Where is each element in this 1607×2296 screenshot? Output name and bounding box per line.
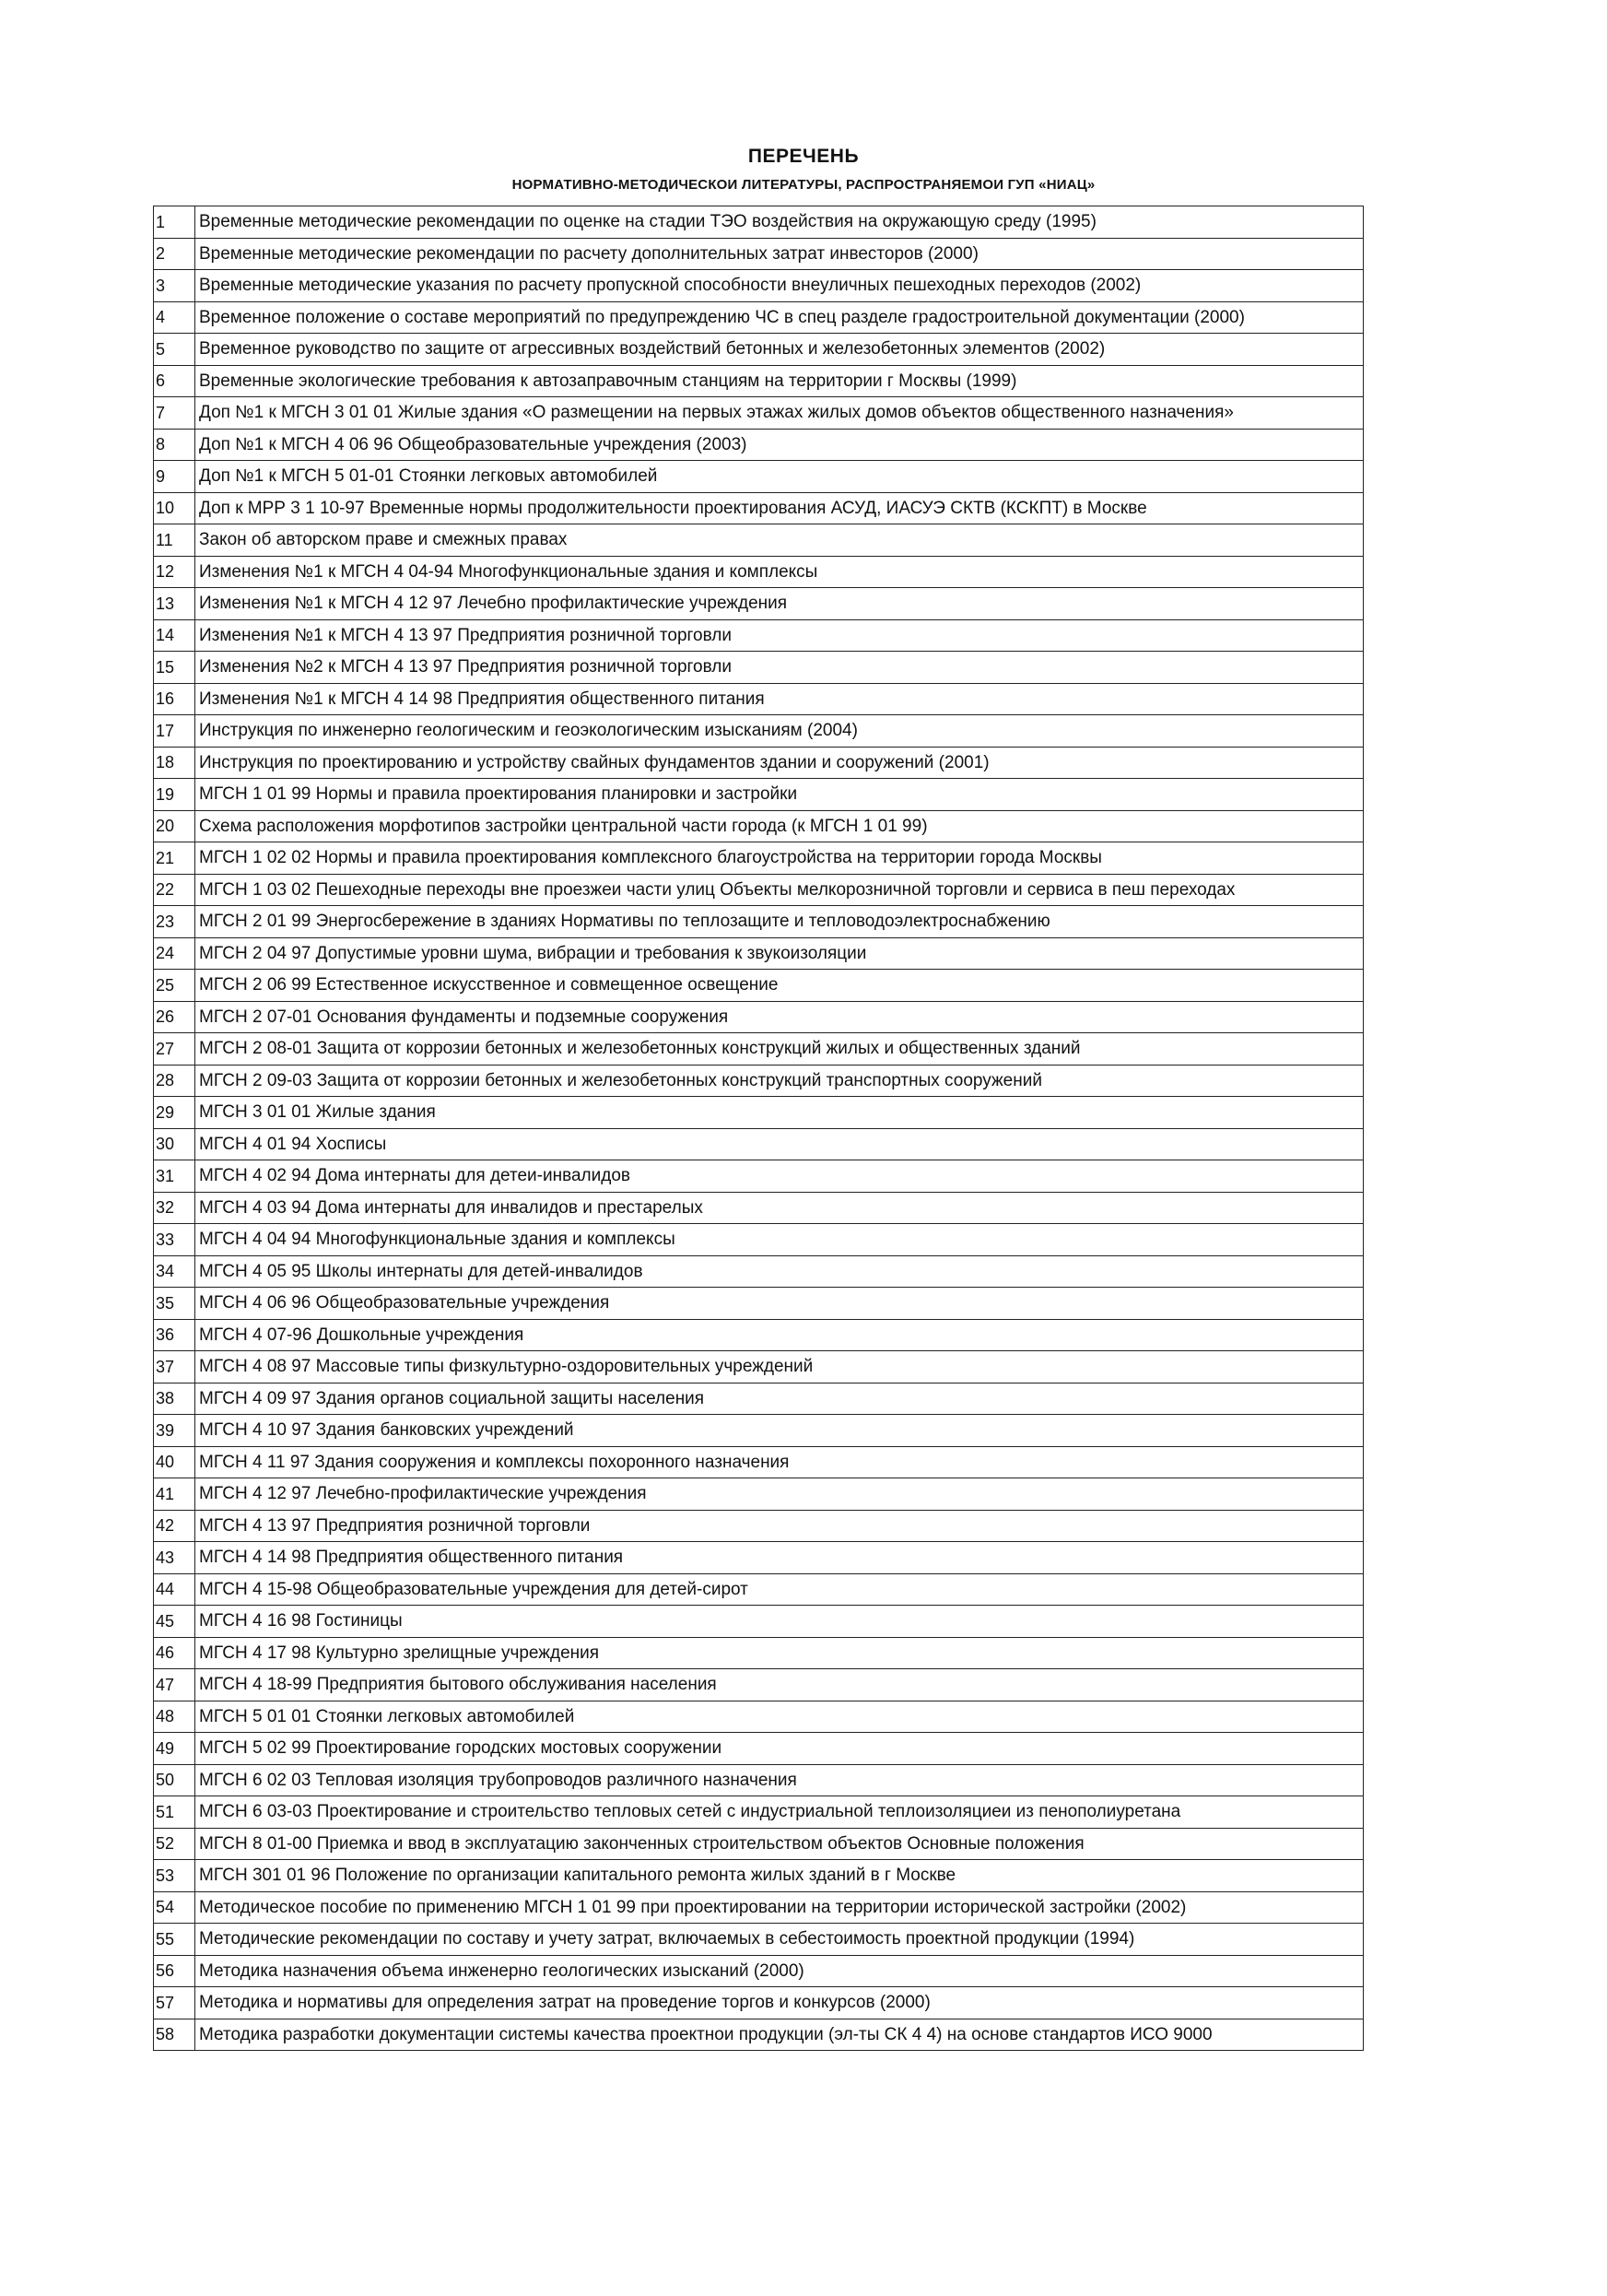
row-number: 17	[154, 715, 195, 748]
row-number: 42	[154, 1510, 195, 1542]
row-title-text: Методическое пособие по применению МГСН 1 01 99 при проектировании на территории исторической застройки (2002)	[199, 1897, 1187, 1917]
row-title	[195, 1701, 1364, 1733]
row-title	[195, 492, 1364, 524]
row-title-text: Закон об авторском праве и смежных правах	[199, 530, 568, 550]
row-title	[195, 683, 1364, 715]
row-number: 24	[154, 937, 195, 970]
table-row	[154, 1224, 1364, 1256]
row-title-text: МГСН 1 02 02 Нормы и правила проектирования комплексного благоустройства на территории города Москвы	[199, 848, 1102, 868]
row-number: 10	[154, 492, 195, 524]
table-row	[154, 1097, 1364, 1129]
row-title	[195, 1065, 1364, 1097]
literature-table	[153, 206, 1364, 2051]
row-number: 25	[154, 970, 195, 1002]
row-title	[195, 1255, 1364, 1288]
row-title-text: МГСН 5 02 99 Проектирование городских мостовых сооружении	[199, 1738, 722, 1759]
row-title	[195, 270, 1364, 302]
table-row	[154, 556, 1364, 588]
row-title-text: МГСН 4 08 97 Массовые типы физкультурно-оздоровительных учреждений	[199, 1357, 814, 1377]
row-number: 2	[154, 238, 195, 270]
row-number: 29	[154, 1097, 195, 1129]
table-row	[154, 970, 1364, 1002]
row-title-text: МГСН 4 10 97 Здания банковских учреждений	[199, 1420, 574, 1441]
table-row	[154, 906, 1364, 938]
table-row	[154, 1192, 1364, 1224]
table-row	[154, 301, 1364, 334]
table-row	[154, 1351, 1364, 1383]
row-title	[195, 810, 1364, 842]
table-row	[154, 715, 1364, 748]
row-number: 18	[154, 747, 195, 779]
table-row	[154, 1033, 1364, 1066]
row-title-text: МГСН 4 04 94 Многофункциональные здания и комплексы	[199, 1230, 675, 1250]
row-number: 14	[154, 619, 195, 652]
row-title-text: МГСН 4 11 97 Здания сооружения и комплексы похоронного назначения	[199, 1452, 790, 1472]
row-title-text: Изменения №2 к МГСН 4 13 97 Предприятия розничной торговли	[199, 657, 732, 677]
table-row	[154, 1001, 1364, 1033]
row-title-text: Изменения №1 к МГСН 4 04-94 Многофункциональные здания и комплексы	[199, 561, 818, 582]
row-number: 58	[154, 2019, 195, 2051]
row-title	[195, 715, 1364, 748]
row-title	[195, 1288, 1364, 1320]
row-title	[195, 1033, 1364, 1066]
row-title-text: МГСН 4 09 97 Здания органов социальной защиты населения	[199, 1388, 705, 1408]
table-row	[154, 1701, 1364, 1733]
row-number: 45	[154, 1606, 195, 1638]
row-title	[195, 365, 1364, 397]
row-number: 37	[154, 1351, 195, 1383]
table-row	[154, 238, 1364, 270]
row-number: 53	[154, 1860, 195, 1892]
row-number: 36	[154, 1319, 195, 1351]
row-number: 48	[154, 1701, 195, 1733]
table-row	[154, 2019, 1364, 2051]
row-number: 56	[154, 1955, 195, 1987]
row-number: 30	[154, 1128, 195, 1160]
row-number: 57	[154, 1987, 195, 2019]
table-row	[154, 1891, 1364, 1924]
row-title	[195, 2019, 1364, 2051]
row-number: 27	[154, 1033, 195, 1066]
table-row	[154, 1383, 1364, 1415]
row-number: 6	[154, 365, 195, 397]
row-title-text: МГСН 4 16 98 Гостиницы	[199, 1611, 403, 1631]
table-row	[154, 747, 1364, 779]
row-title-text: Изменения №1 к МГСН 4 12 97 Лечебно профилактические учреждения	[199, 594, 788, 614]
row-title-text: МГСН 2 06 99 Естественное искусственное и совмещенное освещение	[199, 975, 779, 995]
row-title	[195, 301, 1364, 334]
row-title	[195, 1160, 1364, 1193]
row-title	[195, 842, 1364, 875]
row-number: 52	[154, 1828, 195, 1860]
row-title	[195, 1192, 1364, 1224]
table-row	[154, 1415, 1364, 1447]
row-title	[195, 461, 1364, 493]
row-number: 33	[154, 1224, 195, 1256]
table-row	[154, 1764, 1364, 1796]
table-row	[154, 365, 1364, 397]
row-title-text: МГСН 2 08-01 Защита от коррозии бетонных и железобетонных конструкций жилых и общественных зданий	[199, 1039, 1081, 1059]
row-title	[195, 619, 1364, 652]
row-title	[195, 747, 1364, 779]
row-title-text: МГСН 4 02 94 Дома интернаты для детеи-инвалидов	[199, 1166, 630, 1186]
table-row	[154, 874, 1364, 906]
row-title-text: МГСН 4 07-96 Дошкольные учреждения	[199, 1325, 524, 1345]
row-number: 15	[154, 652, 195, 684]
row-title-text: МГСН 4 06 96 Общеобразовательные учреждения	[199, 1293, 610, 1313]
row-title-text: МГСН 4 17 98 Культурно зрелищные учреждения	[199, 1643, 600, 1663]
row-title	[195, 1224, 1364, 1256]
row-title-text: Временное руководство по защите от агрессивных воздействий бетонных и железобетонных элементов (2002)	[199, 339, 1106, 359]
row-title-text: Временные экологические требования к автозаправочным станциям на территории г Москвы (1999)	[199, 371, 1017, 391]
row-number: 22	[154, 874, 195, 906]
row-title	[195, 1891, 1364, 1924]
table-row	[154, 683, 1364, 715]
row-number: 21	[154, 842, 195, 875]
row-title	[195, 556, 1364, 588]
row-number: 13	[154, 588, 195, 620]
document-title: ПЕРЕЧЕНЬ	[747, 146, 860, 167]
row-number: 28	[154, 1065, 195, 1097]
row-title	[195, 779, 1364, 811]
row-title-text: МГСН 6 03-03 Проектирование и строительство тепловых сетей с индустриальной теплоизоляциеи из пенополиуретана	[199, 1802, 1181, 1822]
row-title-text: МГСН 4 18-99 Предприятия бытового обслуживания населения	[199, 1675, 717, 1695]
document-subtitle: НОРМАТИВНО-МЕТОДИЧЕСКОИ ЛИТЕРАТУРЫ, РАСПРОСТРАНЯЕМОИ ГУП «НИАЦ»	[511, 177, 1096, 193]
table-row	[154, 524, 1364, 557]
row-title-text: МГСН 2 01 99 Энергосбережение в зданиях Нормативы по теплозащите и тепловодоэлектроснабжению	[199, 912, 1050, 932]
row-title	[195, 1478, 1364, 1511]
row-title-text: МГСН 2 07-01 Основания фундаменты и подземные сооружения	[199, 1007, 729, 1027]
row-number: 49	[154, 1733, 195, 1765]
row-title-text: МГСН 8 01-00 Приемка и ввод в эксплуатацию законченных строительством объектов Основные положения	[199, 1833, 1085, 1854]
row-number: 11	[154, 524, 195, 557]
row-title-text: Методика и нормативы для определения затрат на проведение торгов и конкурсов (2000)	[199, 1993, 931, 2013]
row-number: 5	[154, 334, 195, 366]
row-number: 54	[154, 1891, 195, 1924]
table-row	[154, 270, 1364, 302]
row-number: 41	[154, 1478, 195, 1511]
row-title	[195, 970, 1364, 1002]
row-number: 12	[154, 556, 195, 588]
table-row	[154, 492, 1364, 524]
row-number: 23	[154, 906, 195, 938]
literature-table-body	[154, 206, 1364, 2051]
row-number: 40	[154, 1446, 195, 1478]
table-row	[154, 1860, 1364, 1892]
row-title-text: МГСН 4 13 97 Предприятия розничной торговли	[199, 1515, 591, 1536]
row-title-text: Методика назначения объема инженерно геологических изысканий (2000)	[199, 1960, 804, 1981]
table-row	[154, 1955, 1364, 1987]
row-title-text: МГСН 4 12 97 Лечебно-профилактические учреждения	[199, 1484, 647, 1504]
row-title-text: МГСН 3 01 01 Жилые здания	[199, 1102, 436, 1123]
row-title-text: Инструкция по проектированию и устройству свайных фундаментов здании и сооружений (2001)	[199, 752, 990, 772]
row-title-text: МГСН 1 01 99 Нормы и правила проектирования планировки и застройки	[199, 784, 798, 805]
row-title-text: Доп к МРР 3 1 10-97 Временные нормы продолжительности проектирования АСУД, ИАСУЭ СКТВ (КСКПТ) в Москве	[199, 498, 1147, 518]
table-row	[154, 1319, 1364, 1351]
row-number: 34	[154, 1255, 195, 1288]
table-row	[154, 334, 1364, 366]
row-title-text: Временное положение о составе мероприятий по предупреждению ЧС в спец разделе градостроительной документации (2000)	[199, 307, 1245, 327]
row-title-text: Изменения №1 к МГСН 4 14 98 Предприятия общественного питания	[199, 689, 765, 709]
row-title	[195, 397, 1364, 430]
table-row	[154, 397, 1364, 430]
table-row	[154, 1255, 1364, 1288]
row-number: 3	[154, 270, 195, 302]
table-row	[154, 652, 1364, 684]
table-row	[154, 1637, 1364, 1669]
row-title-text: МГСН 5 01 01 Стоянки легковых автомобилей	[199, 1706, 575, 1726]
row-title	[195, 1860, 1364, 1892]
row-number: 8	[154, 429, 195, 461]
table-row	[154, 1987, 1364, 2019]
row-title	[195, 1415, 1364, 1447]
row-title-text: МГСН 4 15-98 Общеобразовательные учреждения для детей-сирот	[199, 1579, 748, 1599]
row-title	[195, 1446, 1364, 1478]
table-row	[154, 1065, 1364, 1097]
row-title-text: Доп №1 к МГСН 5 01-01 Стоянки легковых автомобилей	[199, 466, 658, 487]
row-number: 31	[154, 1160, 195, 1193]
row-title-text: МГСН 2 04 97 Допустимые уровни шума, вибрации и требования к звукоизоляции	[199, 943, 867, 963]
row-title	[195, 1606, 1364, 1638]
table-row	[154, 1446, 1364, 1478]
row-title	[195, 937, 1364, 970]
row-title	[195, 1542, 1364, 1574]
row-title	[195, 1383, 1364, 1415]
row-number: 51	[154, 1796, 195, 1829]
table-row	[154, 429, 1364, 461]
table-row	[154, 1924, 1364, 1956]
row-title	[195, 1924, 1364, 1956]
row-number: 19	[154, 779, 195, 811]
row-title-text: Методические рекомендации по составу и учету затрат, включаемых в себестоимость проектной продукции (1994)	[199, 1929, 1135, 1949]
row-title	[195, 334, 1364, 366]
table-row	[154, 1669, 1364, 1701]
row-title-text: Доп №1 к МГСН 3 01 01 Жилые здания «О размещении на первых этажах жилых домов объектов общественного назначения»	[199, 403, 1234, 423]
row-title	[195, 429, 1364, 461]
row-title	[195, 1637, 1364, 1669]
row-title	[195, 238, 1364, 270]
row-number: 9	[154, 461, 195, 493]
table-row	[154, 1606, 1364, 1638]
table-row	[154, 842, 1364, 875]
table-row	[154, 1828, 1364, 1860]
row-number: 38	[154, 1383, 195, 1415]
row-title-text: Схема расположения морфотипов застройки центральной части города (к МГСН 1 01 99)	[199, 816, 928, 836]
row-title	[195, 1319, 1364, 1351]
row-number: 1	[154, 206, 195, 239]
row-number: 35	[154, 1288, 195, 1320]
row-title-text: Изменения №1 к МГСН 4 13 97 Предприятия розничной торговли	[199, 625, 732, 645]
row-title-text: Временные методические рекомендации по оценке на стадии ТЭО воздействия на окружающую среду (1995)	[199, 212, 1097, 232]
table-row	[154, 1478, 1364, 1511]
row-title	[195, 1955, 1364, 1987]
row-title	[195, 652, 1364, 684]
row-title	[195, 1510, 1364, 1542]
table-row	[154, 1510, 1364, 1542]
row-number: 50	[154, 1764, 195, 1796]
row-number: 46	[154, 1637, 195, 1669]
row-number: 4	[154, 301, 195, 334]
table-row	[154, 206, 1364, 239]
row-number: 32	[154, 1192, 195, 1224]
row-title	[195, 588, 1364, 620]
row-number: 43	[154, 1542, 195, 1574]
row-title-text: Временные методические рекомендации по расчету дополнительных затрат инвесторов (2000)	[199, 243, 979, 264]
row-title	[195, 1001, 1364, 1033]
row-title	[195, 874, 1364, 906]
row-title-text: МГСН 1 03 02 Пешеходные переходы вне проезжеи части улиц Объекты мелкорозничной торговли и сервиса в пеш переходах	[199, 879, 1236, 900]
table-row	[154, 1733, 1364, 1765]
row-title-text: Доп №1 к МГСН 4 06 96 Общеобразовательные учреждения (2003)	[199, 434, 747, 454]
row-number: 16	[154, 683, 195, 715]
table-row	[154, 1288, 1364, 1320]
row-title-text: МГСН 301 01 96 Положение по организации капитального ремонта жилых зданий в г Москве	[199, 1866, 956, 1886]
row-title-text: МГСН 4 01 94 Хосписы	[199, 1134, 387, 1154]
table-row	[154, 1542, 1364, 1574]
row-title-text: Инструкция по инженерно геологическим и геоэкологическим изысканиям (2004)	[199, 721, 858, 741]
row-title	[195, 1828, 1364, 1860]
row-title-text: МГСН 4 14 98 Предприятия общественного питания	[199, 1548, 624, 1568]
row-number: 26	[154, 1001, 195, 1033]
table-row	[154, 810, 1364, 842]
row-title-text: МГСН 6 02 03 Тепловая изоляция трубопроводов различного назначения	[199, 1770, 797, 1790]
table-row	[154, 779, 1364, 811]
table-row	[154, 937, 1364, 970]
table-row	[154, 461, 1364, 493]
row-number: 55	[154, 1924, 195, 1956]
row-title	[195, 1987, 1364, 2019]
row-title	[195, 1573, 1364, 1606]
table-row	[154, 619, 1364, 652]
row-title	[195, 206, 1364, 239]
row-title-text: Временные методические указания по расчету пропускной способности внеуличных пешеходных переходов (2002)	[199, 276, 1142, 296]
row-title	[195, 1764, 1364, 1796]
row-number: 44	[154, 1573, 195, 1606]
row-number: 39	[154, 1415, 195, 1447]
row-title	[195, 906, 1364, 938]
row-title-text: МГСН 2 09-03 Защита от коррозии бетонных и железобетонных конструкций транспортных сооружений	[199, 1070, 1042, 1090]
row-title-text: Методика разработки документации системы качества проектнои продукции (эл-ты СК 4 4) на основе стандартов ИСО 9000	[199, 2024, 1213, 2044]
table-row	[154, 1796, 1364, 1829]
row-title	[195, 1733, 1364, 1765]
row-number: 20	[154, 810, 195, 842]
row-title	[195, 1796, 1364, 1829]
table-row	[154, 1160, 1364, 1193]
table-row	[154, 1573, 1364, 1606]
row-title	[195, 524, 1364, 557]
table-row	[154, 1128, 1364, 1160]
row-title	[195, 1669, 1364, 1701]
table-row	[154, 588, 1364, 620]
row-title	[195, 1128, 1364, 1160]
row-title-text: МГСН 4 05 95 Школы интернаты для детей-инвалидов	[199, 1261, 643, 1281]
row-number: 7	[154, 397, 195, 430]
row-number: 47	[154, 1669, 195, 1701]
row-title	[195, 1351, 1364, 1383]
row-title	[195, 1097, 1364, 1129]
row-title-text: МГСН 4 03 94 Дома интернаты для инвалидов и престарелых	[199, 1197, 703, 1218]
